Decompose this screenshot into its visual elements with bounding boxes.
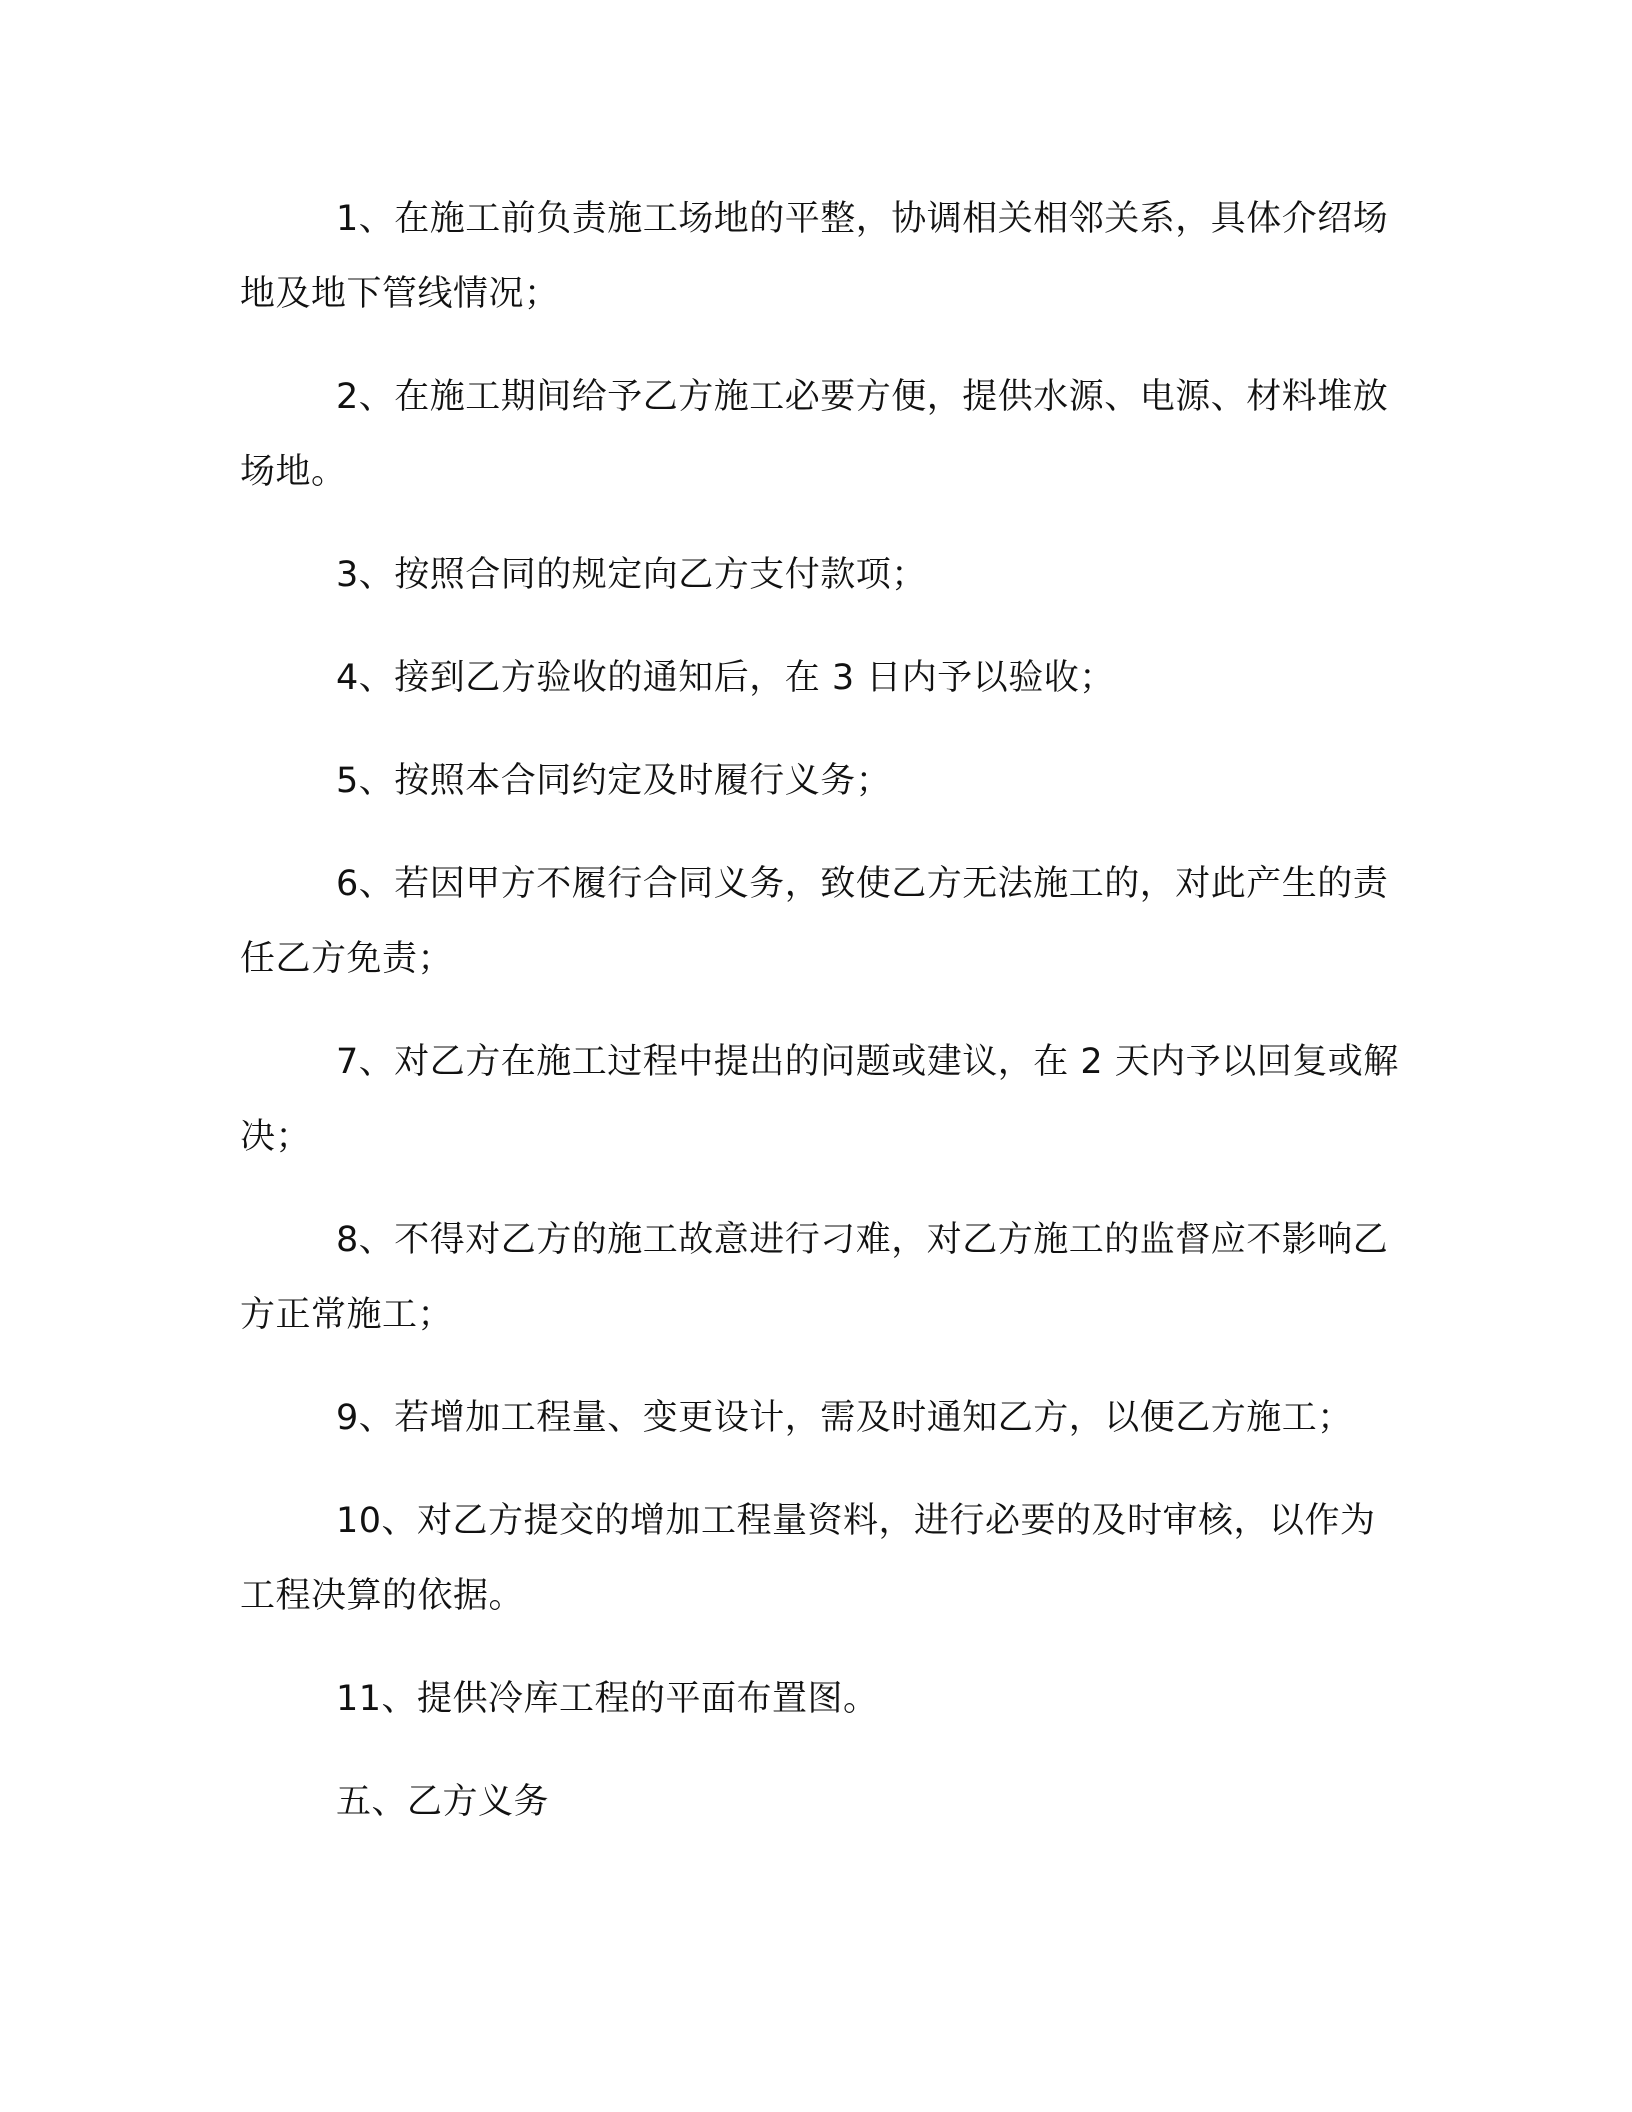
paragraph-11: 11、提供冷库工程的平面布置图。 [336,1679,879,1719]
section-heading: 五、乙方义务 [336,1782,550,1822]
paragraph-5: 5、按照本合同约定及时履行义务； [336,761,892,801]
paragraph-7: 7、对乙方在施工过程中提出的问题或建议，在 2 天内予以回复或解决； [240,1042,1399,1157]
paragraph-8: 8、不得对乙方的施工故意进行刁难，对乙方施工的监督应不影响乙方正常施工； [240,1220,1389,1335]
paragraph-3: 3、按照合同的规定向乙方支付款项； [336,555,927,595]
paragraph-1: 1、在施工前负责施工场地的平整，协调相关相邻关系，具体介绍场地及地下管线情况； [240,199,1389,314]
paragraph-9: 9、若增加工程量、变更设计，需及时通知乙方，以便乙方施工； [336,1398,1353,1438]
paragraph-4: 4、接到乙方验收的通知后，在 3 日内予以验收； [336,658,1115,698]
paragraph-10: 10、对乙方提交的增加工程量资料，进行必要的及时审核，以作为工程决算的依据。 [240,1501,1376,1616]
document-body [240,182,1402,1868]
paragraph-2: 2、在施工期间给予乙方施工必要方便，提供水源、电源、材料堆放场地。 [240,377,1389,492]
paragraph-6: 6、若因甲方不履行合同义务，致使乙方无法施工的，对此产生的责任乙方免责； [240,864,1389,979]
